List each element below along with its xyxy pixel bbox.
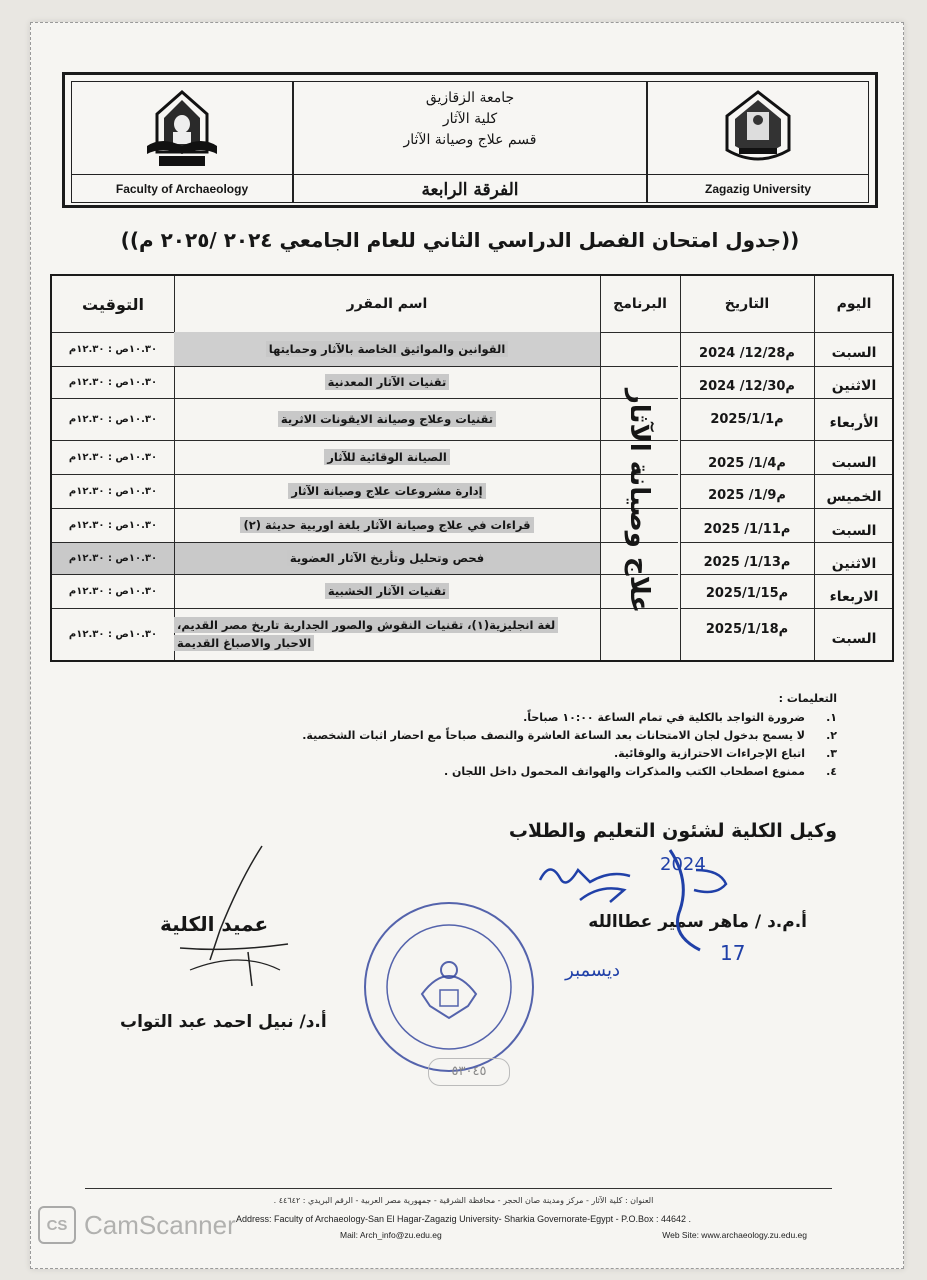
svg-text:2024: 2024 — [660, 854, 706, 875]
row-7-date: 2025 /1/13م — [703, 554, 791, 570]
department-name-ar: قسم علاج وصيانة الآثار — [403, 132, 537, 148]
row-6-course: قراءات في علاج وصيانة الآثار بلغة اوربية حديثة (٢) — [174, 508, 600, 542]
instructions-title: التعليمات : — [778, 692, 837, 705]
program-name: علاج وصيانة الآثار — [624, 388, 654, 614]
row-9-course-line1: لغة انجليزية(١)، تقنيات النقوش والصور الجدارية تاريخ مصر القديم، — [174, 617, 558, 633]
dean-name: أ.د/ نبيل احمد عبد التواب — [120, 1012, 327, 1032]
row-3-date: 2025/1/1م — [710, 411, 784, 427]
watermark-text: CamScanner — [84, 1209, 236, 1240]
year-level: الفرقة الرابعة — [421, 180, 519, 200]
letterhead — [62, 72, 878, 208]
university-name-en: Zagazig University — [704, 182, 812, 196]
dean-title: عميد الكلية — [160, 912, 269, 936]
faculty-logo-cell — [71, 81, 293, 203]
row-6-time: ١٠.٣٠ص : ١٢.٣٠م — [68, 519, 158, 531]
row-4-time: ١٠.٣٠ص : ١٢.٣٠م — [68, 451, 158, 463]
header-course: اسم المقرر — [346, 296, 428, 312]
row-2-date: 2024 /12/30م — [699, 378, 795, 394]
row-6-date: 2025 /1/11م — [703, 521, 791, 537]
svg-text:17: 17 — [720, 941, 746, 965]
row-8-day: الاربعاء — [829, 589, 879, 605]
instructions — [197, 692, 837, 783]
row-9-course-line2: الاحبار والاصباغ القديمة — [174, 635, 314, 651]
row-7-day: الاثنين — [831, 556, 877, 572]
row-2-time: ١٠.٣٠ص : ١٢.٣٠م — [68, 376, 158, 388]
faculty-logo-icon — [137, 88, 227, 170]
row-7-time: ١٠.٣٠ص : ١٢.٣٠م — [68, 552, 158, 564]
row-9-day: السبت — [831, 631, 877, 647]
instruction-item: ٣. اتباع الإجراءات الاحترازية والوقائية. — [613, 747, 837, 760]
row-5-date: 2025 /1/9م — [708, 487, 786, 503]
row-5-day: الخميس — [826, 489, 882, 505]
row-3-time: ١٠.٣٠ص : ١٢.٣٠م — [68, 413, 158, 425]
row-4-date: 2025 /1/4م — [708, 455, 786, 471]
header-day: اليوم — [836, 296, 872, 312]
vice-dean-name: أ.م.د / ماهر سمير عطاالله — [588, 912, 807, 932]
university-logo-icon — [713, 88, 803, 170]
camscanner-logo-icon: CS — [38, 1206, 76, 1244]
footer-website: Web Site: www.archaeology.zu.edu.eg — [662, 1230, 807, 1240]
row-6-day: السبت — [831, 523, 877, 539]
row-4-course: الصيانة الوقائية للآثار — [174, 440, 600, 474]
row-8-time: ١٠.٣٠ص : ١٢.٣٠م — [68, 585, 158, 597]
footer-email: Mail: Arch_info@zu.edu.eg — [340, 1230, 442, 1240]
instruction-item: ٢. لا يسمح بدخول لجان الامتحانات بعد الساعة العاشرة والنصف صباحاً مع احضار اثبات الشخصية. — [302, 729, 837, 742]
row-9-time: ١٠.٣٠ص : ١٢.٣٠م — [68, 628, 158, 640]
row-8-course: تقنيات الآثار الخشبية — [174, 574, 600, 608]
row-3-course: تقنيات وعلاج وصيانة الايقونات الاثرية — [174, 398, 600, 440]
vice-dean-title: وكيل الكلية لشئون التعليم والطلاب — [508, 820, 837, 842]
footer-divider — [85, 1188, 832, 1189]
row-1-day: السبت — [831, 345, 877, 361]
row-1-date: 2024 /12/28م — [699, 345, 795, 361]
row-9-course — [174, 608, 600, 660]
header-arabic-lines — [294, 88, 646, 151]
header-time: التوقيت — [82, 294, 144, 314]
exam-schedule-table — [50, 274, 894, 662]
instruction-item: ٤. ممنوع اصطحاب الكتب والمذكرات والهواتف المحمول داخل اللجان . — [443, 765, 837, 778]
official-stamp — [360, 898, 538, 1076]
row-2-course: تقنيات الآثار المعدنية — [174, 366, 600, 398]
row-2-day: الاثنين — [831, 378, 877, 394]
header-program: البرنامج — [613, 296, 667, 312]
header-title-cell — [293, 81, 647, 203]
faculty-name-en: Faculty of Archaeology — [115, 182, 249, 196]
stamp-number: ٥٣٠٤٥ — [428, 1058, 510, 1086]
faculty-name-ar: كلية الآثار — [442, 111, 498, 127]
footer-address-ar: العنوان : كلية الآثار - مركز ومدينة صان الحجر - محافظة الشرقية - جمهورية مصر العربية - الرقم البريدي : ٤٤٦٤٢ . — [273, 1196, 654, 1205]
university-name-ar: جامعة الزقازيق — [425, 90, 515, 106]
svg-text:ديسمبر: ديسمبر — [565, 960, 620, 981]
row-7-course: فحص وتحليل وتأريخ الآثار العضوية — [174, 542, 600, 574]
row-9-date: 2025/1/18م — [705, 621, 789, 637]
row-1-time: ١٠.٣٠ص : ١٢.٣٠م — [68, 343, 158, 355]
row-8-date: 2025/1/15م — [705, 585, 789, 601]
row-1-course: القوانين والمواثيق الخاصة بالآثار وحمايتها — [174, 332, 600, 366]
row-5-time: ١٠.٣٠ص : ١٢.٣٠م — [68, 485, 158, 497]
university-logo-cell — [647, 81, 869, 203]
row-4-day: السبت — [831, 455, 877, 471]
instruction-item: ١. ضرورة التواجد بالكلية في تمام الساعة ١٠:٠٠ صباحاً. — [523, 711, 837, 724]
row-5-course: إدارة مشروعات علاج وصيانة الآثار — [174, 474, 600, 508]
program-name-cell — [600, 346, 678, 656]
page-title: ((جدول امتحان الفصل الدراسي الثاني للعام الجامعي ٢٠٢٤ /٢٠٢٥ م)) — [120, 228, 800, 252]
camscanner-watermark — [38, 1206, 236, 1244]
header-date: التاريخ — [724, 296, 770, 312]
row-3-day: الأربعاء — [829, 415, 879, 431]
footer-address-en: Address: Faculty of Archaeology-San El Hagar-Zagazig University- Sharkia Governorate-Egypt - P.O.Box : 44642 . — [235, 1214, 692, 1224]
